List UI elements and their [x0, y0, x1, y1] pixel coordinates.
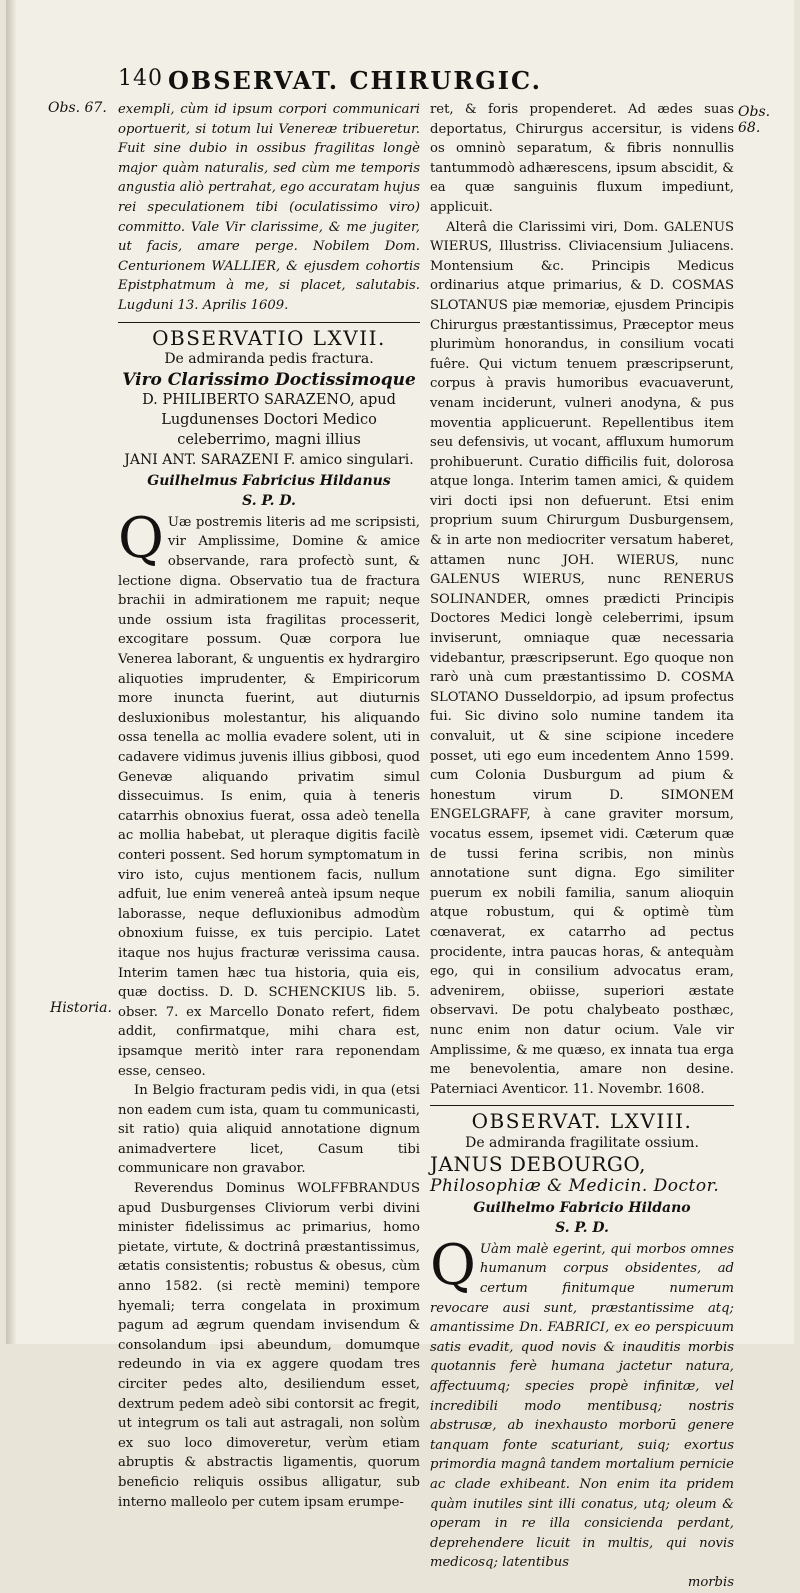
observation-67-greeting: S. P. D.: [242, 493, 296, 510]
drop-cap-initial: Q: [430, 1232, 476, 1298]
observation-68-addressee: Guilhelmo Fabricio Hildano: [473, 1199, 691, 1216]
observation-68-title: OBSERVAT. LXVIII.: [430, 1105, 734, 1132]
body-paragraph: Reverendus Dominus WOLFFBRANDUS apud Dusburgenses Cliviorum verbi divini minister fidelissimus ac primarius, homo pietate, virtute, & doctrinâ præstantissimus, ætatis consistentis; robustus & obesus, cùm anno 1582. (si rectè memini) tempore hyemali; terra congelata in proximum pagum ad ægrum quendam invisendum & consolandum ipsi abeundum, domumque redeundo in via ex aggere quodam tres circiter pedes alto, desiliendum esset, dextrum pedem adeò sibi contorsit ac fregit, ut integrum os tali aut astragali, non solùm ex suo loco dimoveretur, verùm etiam abruptis & abstractis ligamentis, quorum beneficio reliquis ossibus alligatur, sub interno malleolo per cutem ipsam erumpe-: [118, 1181, 420, 1510]
observation-67-subtitle: De admiranda pedis fractura.: [164, 351, 374, 368]
author-title: Philosophiæ & Medicin. Doctor.: [430, 1176, 720, 1197]
observation-67-body: [118, 505, 420, 1512]
body-paragraph: ret, & foris propenderet. Ad ædes suas deportatus, Chirurgus accersitur, is videns os omninò separatum, & fibris nonnullis tantummodò adhærescens, ipsum abscidit, & ea quæ sanguinis fluxum impediunt, applicuit.: [430, 102, 734, 215]
observation-67-title: OBSERVATIO LXVII.: [118, 322, 420, 349]
observation-67-father: JANI ANT. SARAZENI F. amico singulari.: [124, 452, 414, 469]
observation-68-subtitle: De admiranda fragilitate ossium.: [465, 1134, 699, 1151]
observation-67-dedication: Viro Clarissimo Doctissimoque: [122, 369, 416, 390]
drop-cap-initial: Q: [118, 505, 164, 571]
body-paragraph: Uàm malè egerint, qui morbos omnes humanum corpus obsidentes, ad certum finitumque numerum revocare ausi sunt, præstantissime atq; amantissime Dn. FABRICI, ex eo perspicuum satis evadit, quod novis & inauditis morbis quotannis ferè humana jactetur natura, affectuumq; species propè infinitæ, vel incredibili modo mentibusq; nostris abstrusæ, ab inexhausto morborū genere tanquam fonte scaturiant, suiq; exortus primordia magnâ tandem mortalium pernicie ac clade exhibeant. Non enim ita pridem quàm inutiles sint illi conatus, utq; oleum & operam in re illa consicienda perdant, deprehendere licuit in multis, qui novis medicosq; latentibus: [430, 1241, 734, 1571]
observation-67-addressee: D. PHILIBERTO SARAZENO, apud Lugdunenses Doctori Medico celeberrimo, magni illius: [142, 392, 396, 448]
body-paragraph: Alterâ die Clarissimi viri, Dom. GALENUS WIERUS, Illustriss. Cliviacensium Juliacens. Montensium &c. Principis Medicus ordinarius atque primarius, & D. COSMAS SLOTANUS piæ memoriæ, ejusdem Principis Chirurgus præstantissimus, Præceptor meus plurimùm honorandus, in consilium vocati fuêre. Qui victum tenuem præscripserunt, corpus à pravis humoribus evacuaverunt, venam inciderunt, vulneri anodyna, & pus moventia applicuerunt. Repellentibus item seu defensivis, ut vocant, affluxum humorum prohibuerunt. Curatio difficilis fuit, dolorosa atque longa. Interim tamen amici, & quidem viri docti ipsi non defuerunt. Etsi enim proprium suum Chirurgum Dusburgensem, & in arte non mediocriter versatum haberet, attamen nunc JOH. WIERUS, nunc GALENUS WIERUS, nunc RENERUS SOLINANDER, omnes prædicti Principis Doctores Medici longè celeberrimi, ipsum inviserunt, omniaque quæ necessaria videbantur, præscripserunt. Ego quoque non rarò unà cum præstantissimo D. COSMA SLOTANO Dusseldorpio, ad ipsum profectus fui. Sic divino solo numine tandem ita convaluit, ut & sine scipione incedere posset, uti ego eum incedentem Anno 1599. cum Colonia Dusburgum ad pium & honestum virum D. SIMONEM ENGELGRAFF, à cane graviter morsum, vocatus essem, ipsemet vidi. Cæterum quæ de tussi ferina scribis, non minùs annotatione sunt digna. Ego similiter puerum ex nobili familia, sanum alioquin atque robustum, qui & optimè tùm cœnaverat, ex catarrho ad pectus procidente, intra paucas horas, & antequàm ego, qui in consilium advocatus eram, advenirem, obiisse, superiori æstate observavi. De potu chalybeato posthæc, nunc enim non datur ocium. Vale vir Amplissime, & me quæso, ex innata tua erga me benevolentia, amare non desine. Paterniaci Aventicor. 11. Novembr. 1608.: [430, 219, 734, 1097]
body-paragraph: In Belgio fracturam pedis vidi, in qua (etsi non eadem cum ista, quam tu communicasti, sit ratio) quia aliquid annotatione dignum animadvertere licet, Casum tibi communicare non gravabor.: [118, 1083, 420, 1177]
running-title: OBSERVAT. CHIRURGIC.: [168, 66, 543, 95]
observation-68-author: [430, 1152, 734, 1197]
observation-68-greeting: S. P. D.: [555, 1220, 609, 1237]
page-number: 140: [118, 66, 163, 91]
right-column: [430, 100, 734, 1593]
book-page: [6, 0, 794, 1590]
margin-note-obs-67: Obs. 67.: [48, 100, 107, 116]
author-name: JANUS DEBOURGO,: [430, 1152, 646, 1177]
observation-67-author: Guilhelmus Fabricius Hildanus: [147, 472, 391, 489]
page-header: [118, 66, 758, 98]
margin-note-historia: Historia.: [50, 1000, 112, 1016]
observation-68-body: [430, 1232, 734, 1593]
letter-ending-text: exempli, cùm id ipsum corpori communicari oportuerit, si totum lui Venereæ tribueretur. Fuit sine dubio in ossibus fragilitas longè major quàm naturalis, sed cùm me temporis angustia aliò pertrahat, ego accuratam hujus rei speculationem tibi (oculatissimo viro) committo. Vale Vir clarissime, & me jugiter, ut facis, amare perge. Nobilem Dom. Centurionem WALLIER, & ejusdem cohortis Epistphatmum à me, si placet, salutabis. Lugduni 13. Aprilis 1609.: [118, 102, 420, 313]
left-column: [118, 100, 420, 1512]
margin-note-obs-68: Obs. 68.: [738, 104, 771, 136]
body-paragraph: Uæ postremis literis ad me scripsisti, vir Amplissime, Domine & amice observande, rara profectò sunt, & lectione digna. Observatio tua de fractura brachii in admirationem me rapuit; neque unde ossium ista fragilitas processerit, excogitare possum. Quæ corpora lue Venerea laborant, & unguentis ex hydrargiro aliquoties imprudenter, & Empiricorum more inuncta fuerint, aut diuturnis desluxionibus molestantur, his aliquando ossa tenella ac mollia evadere solent, uti in cadavere vidimus juvenis illius gibbosi, quod Genevæ aliquando privatim simul dissecuimus. Is enim, quia à teneris catarrhis obnoxius fuerat, ossa adeò tenella ac mollia habebat, ut pleraque digitis facilè conteri possent. Sed horum symptomatum in viro isto, cujus mentionem facis, nullum adfuit, lue enim venereâ anteà ipsum neque laborasse, neque defluxionibus admodùm obnoxium fuisse, ex tuis percipio. Latet itaque nos hujus fracturæ verissima causa. Interim tamen hæc tua historia, quia eis, quæ doctiss. D. D. SCHENCKIUS lib. 5. obser. 7. ex Marcello Donato refert, fidem addit, confirmatque, mihi chara est, ipsamque meritò inter rara reponendam esse, censeo.: [118, 514, 420, 1079]
binding-gutter: [6, 0, 16, 1344]
catchword: morbis: [687, 1574, 734, 1590]
